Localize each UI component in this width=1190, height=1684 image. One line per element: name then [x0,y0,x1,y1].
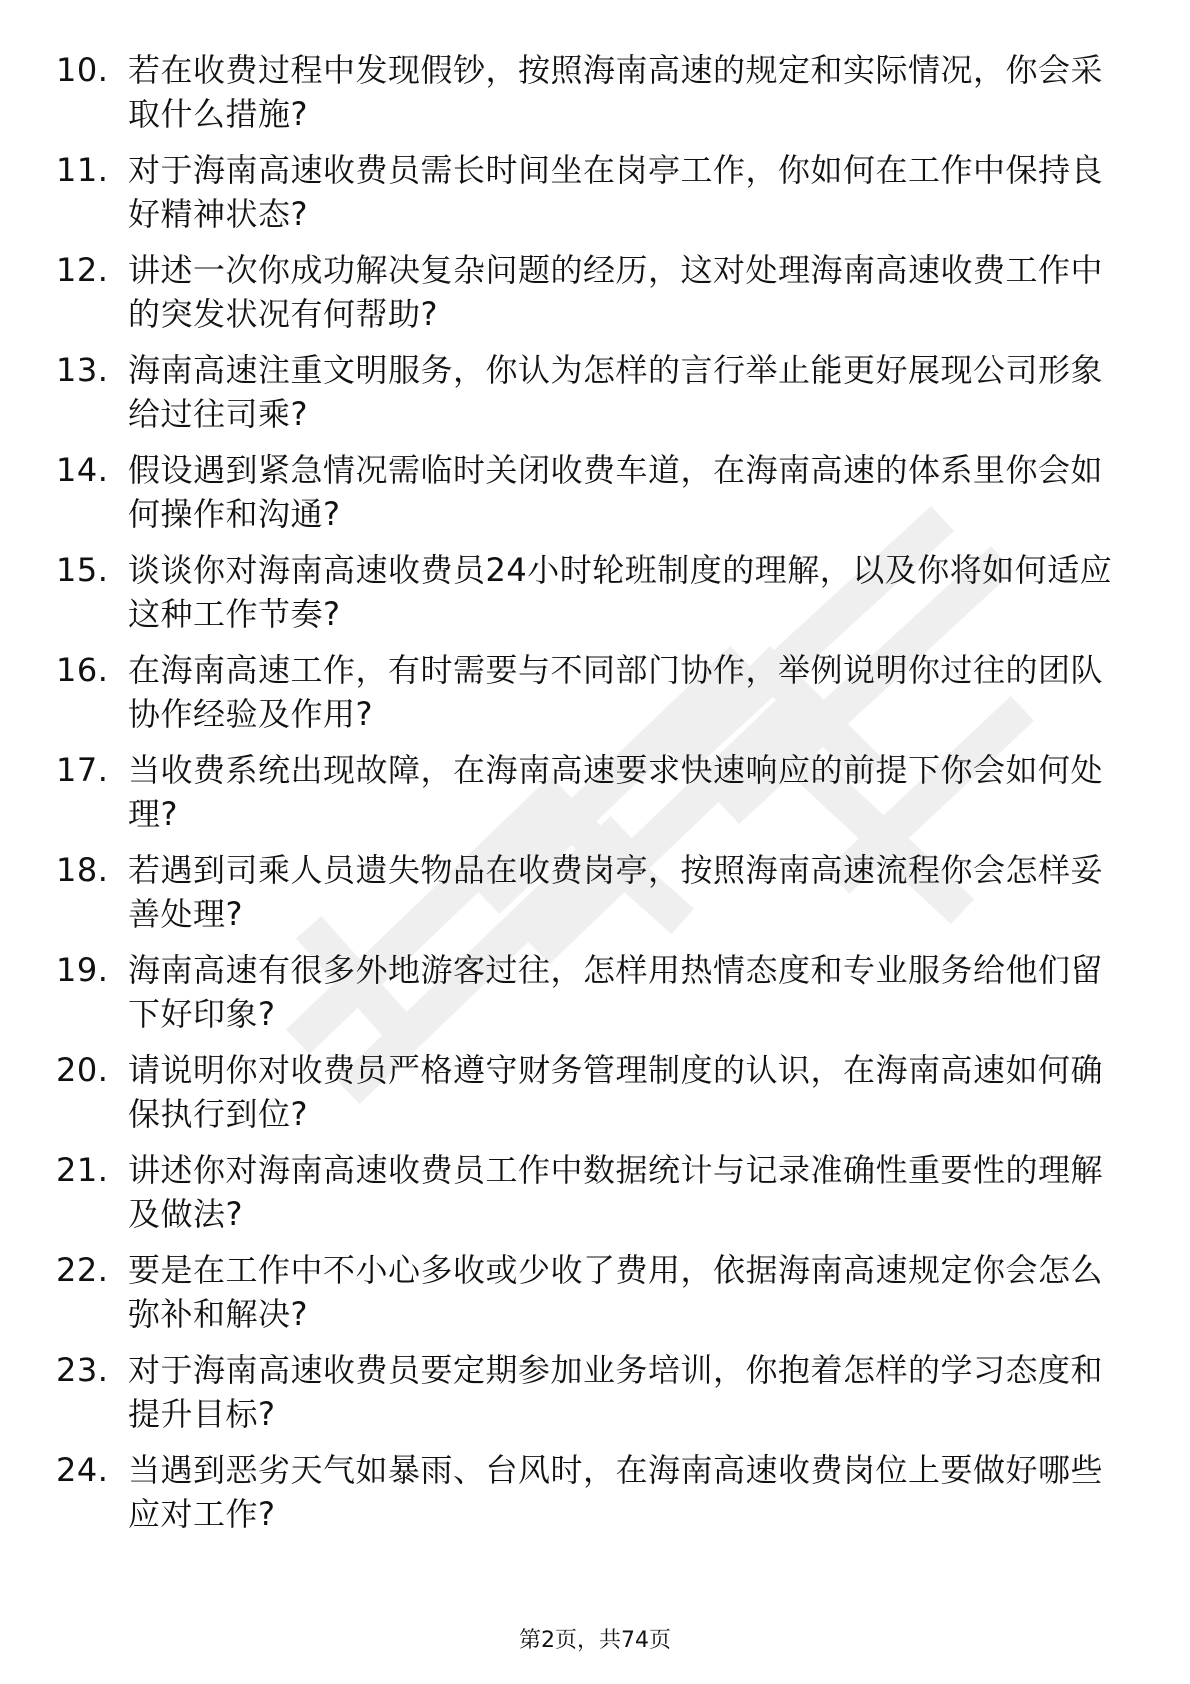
question-number: 12. [56,251,109,289]
page-footer: 第2页，共74页 [519,1628,671,1653]
question-text: 讲述一次你成功解决复杂问题的经历，这对处理海南高速收费工作中的突发状况有何帮助? [128,251,1104,333]
question-number: 23. [56,1351,109,1389]
question-text: 在海南高速工作，有时需要与不同部门协作，举例说明你过往的团队协作经验及作用? [128,651,1104,733]
question-number: 15. [56,551,109,589]
question-item [56,448,1116,548]
question-text: 若在收费过程中发现假钞，按照海南高速的规定和实际情况，你会采取什么措施? [128,51,1104,133]
question-item [56,48,1116,148]
question-number: 21. [56,1151,109,1189]
question-number: 18. [56,851,109,889]
question-text: 海南高速注重文明服务，你认为怎样的言行举止能更好展现公司形象给过往司乘? [128,351,1104,433]
question-text: 当收费系统出现故障，在海南高速要求快速响应的前提下你会如何处理? [128,751,1104,833]
question-number: 10. [56,51,109,89]
question-item [56,348,1116,448]
question-item [56,548,1116,648]
question-text: 海南高速有很多外地游客过往，怎样用热情态度和专业服务给他们留下好印象? [128,951,1104,1033]
question-number: 22. [56,1251,109,1289]
question-item [56,948,1116,1048]
question-number: 14. [56,451,109,489]
question-item [56,248,1116,348]
question-list [56,48,1116,1548]
question-number: 20. [56,1051,109,1089]
question-text: 对于海南高速收费员需长时间坐在岗亭工作，你如何在工作中保持良好精神状态? [128,151,1104,233]
question-item [56,1148,1116,1248]
question-text: 要是在工作中不小心多收或少收了费用，依据海南高速规定你会怎么弥补和解决? [128,1251,1104,1333]
question-number: 11. [56,151,109,189]
question-text: 假设遇到紧急情况需临时关闭收费车道，在海南高速的体系里你会如何操作和沟通? [128,451,1104,533]
question-number: 19. [56,951,109,989]
question-text: 请说明你对收费员严格遵守财务管理制度的认识，在海南高速如何确保执行到位? [128,1051,1104,1133]
question-number: 13. [56,351,109,389]
question-number: 24. [56,1451,109,1489]
question-text: 讲述你对海南高速收费员工作中数据统计与记录准确性重要性的理解及做法? [128,1151,1104,1233]
question-number: 16. [56,651,109,689]
question-item [56,1348,1116,1448]
question-text: 当遇到恶劣天气如暴雨、台风时，在海南高速收费岗位上要做好哪些应对工作? [128,1451,1104,1533]
question-item [56,1048,1116,1148]
question-text: 对于海南高速收费员要定期参加业务培训，你抱着怎样的学习态度和提升目标? [128,1351,1104,1433]
question-number: 17. [56,751,109,789]
question-text: 若遇到司乘人员遗失物品在收费岗亭，按照海南高速流程你会怎样妥善处理? [128,851,1104,933]
question-item [56,1248,1116,1348]
question-text: 谈谈你对海南高速收费员24小时轮班制度的理解，以及你将如何适应这种工作节奏? [128,551,1113,633]
question-item [56,1448,1116,1548]
question-item [56,148,1116,248]
question-item [56,848,1116,948]
question-item [56,648,1116,748]
question-item [56,748,1116,848]
